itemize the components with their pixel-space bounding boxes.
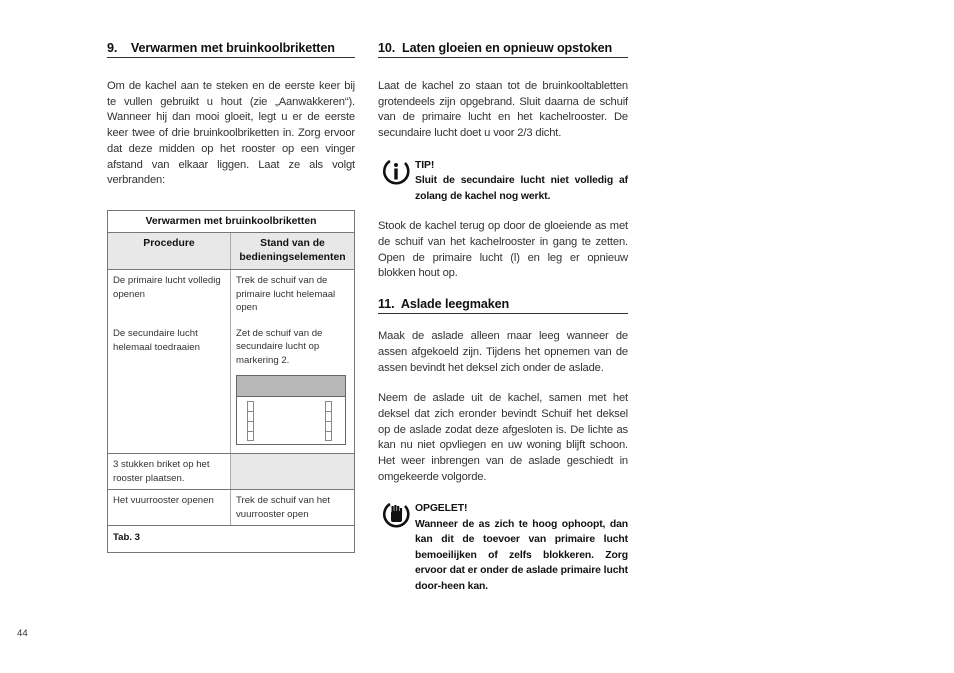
section-10-heading: 10. Laten gloeien en opnieuw opstoken <box>378 41 628 58</box>
section-9 <box>107 41 355 553</box>
section-10-paragraph-2: Stook de kachel terug op door de gloeiende as met de schuif van het kachelrooster in gang te zetten. Open de primaire lucht (l) en leg er opnieuw blokken hout op. <box>378 220 628 280</box>
warning-label: OPGELET! <box>415 503 468 515</box>
control-primary-air: Trek de schuif van de primaire lucht helemaal open <box>236 275 336 314</box>
info-icon <box>381 156 411 186</box>
warning-hand-icon <box>381 499 411 529</box>
tip-box <box>378 158 628 205</box>
section-9-title: Verwarmen met bruinkoolbriketten <box>130 41 335 55</box>
section-11-heading: 11. Aslade leegmaken <box>378 297 628 314</box>
tip-text: Sluit de secundaire lucht niet volledig af zolang de kachel nog werkt. <box>415 175 628 202</box>
secondary-air-slider-illustration <box>236 375 346 445</box>
control-grate: Trek de schuif van het vuurrooster open <box>231 490 355 526</box>
table-row <box>108 490 355 526</box>
control-secondary-air: Zet de schuif van de secundaire lucht op markering 2. <box>236 327 323 366</box>
table-header-procedure: Procedure <box>108 233 231 270</box>
table-title: Verwarmen met bruinkoolbriketten <box>108 210 355 233</box>
section-11-paragraph-2: Neem de aslade uit de kachel, samen met het deksel dat zich eronder bevindt Schuif het deksel op de aslade zodat deze afgesloten is. De lichte as kan nu niet opvliegen en uw woning blijft schoon. Het weer inbrengen van de aslade geschiedt in omgekeerde volgorde. <box>378 392 628 483</box>
slider-marker-right <box>325 401 332 441</box>
section-11-paragraph-1: Maak de aslade alleen maar leeg wanneer de assen afgekoeld zijn. Tijdens het opnemen van de assen bevindt het deksel zich onder de aslade. <box>378 330 628 374</box>
section-9-number: 9. <box>107 41 118 55</box>
table-header-controls: Stand van de bedieningselementen <box>231 233 355 270</box>
section-9-heading <box>107 41 355 58</box>
table-caption: Tab. 3 <box>108 526 355 553</box>
table-3 <box>107 210 355 553</box>
procedure-briquettes: 3 stukken briket op het rooster plaatsen. <box>108 454 231 490</box>
slider-bar <box>237 376 345 397</box>
tip-label: TIP! <box>415 159 435 171</box>
control-empty <box>231 454 355 490</box>
slider-marker-left <box>247 401 254 441</box>
procedure-primary-air: De primaire lucht volledig openen <box>113 275 221 300</box>
table-row <box>108 270 355 454</box>
sections-10-11 <box>378 41 628 594</box>
section-10-paragraph-1: Laat de kachel zo staan tot de bruinkooltabletten grotendeels zijn opgebrand. Sluit daarna de schuif van de primaire lucht en het kachelrooster. De secundaire lucht doet u voor 2/3 dicht. <box>378 80 628 140</box>
procedure-grate: Het vuurrooster openen <box>108 490 231 526</box>
table-row <box>108 454 355 490</box>
warning-text: Wanneer de as zich te hoog ophoopt, dan kan dit de toevoer van primaire lucht bemoeilijken of zelfs blokkeren. Zorg ervoor dat er onder de aslade primaire lucht door-heen kan. <box>415 518 628 592</box>
warning-box <box>378 501 628 594</box>
procedure-secondary-air: De secundaire lucht helemaal toedraaien <box>113 328 200 353</box>
page-number: 44 <box>17 628 28 639</box>
section-9-intro: Om de kachel aan te steken en de eerste keer bij te vullen gebruikt u hout (zie „Aanwakkeren“). Wanneer hij dan mooi gloeit, legt u er de eerste keer twee of drie bruinkoolbriketten in. Zorg ervoor dat deze midden op het rooster op een vinger afstand van elkaar liggen. Laat ze als volgt verbranden: <box>107 80 355 187</box>
